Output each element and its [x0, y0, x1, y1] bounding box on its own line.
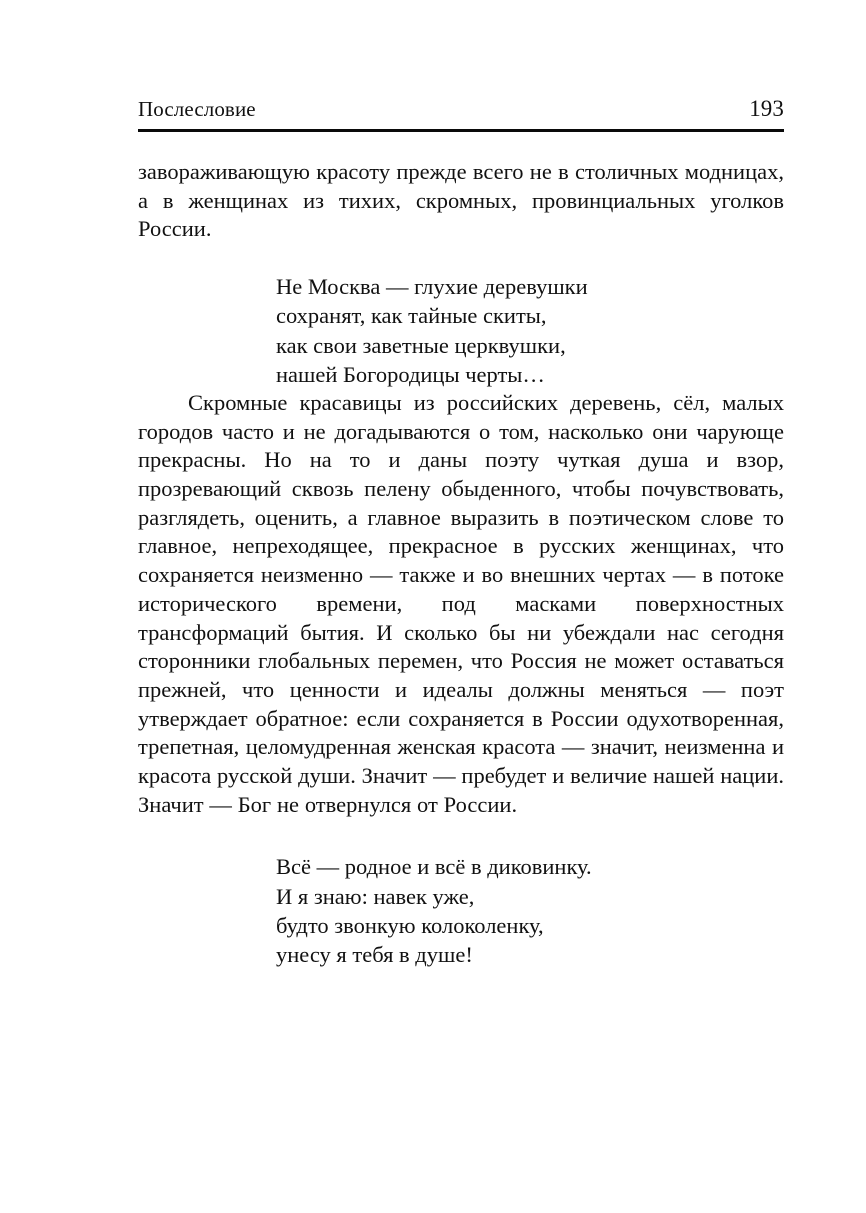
verse-line: сохранят, как тайные скиты,: [276, 303, 547, 329]
verse-line: Не Москва — глухие деревушки: [276, 274, 588, 300]
header-rule: [138, 129, 784, 132]
verse-line: унесу я тебя в душе!: [276, 942, 473, 968]
paragraph-continued: завораживающую красоту прежде всего не в столичных модницах, а в женщинах из тихих, скромных, провинциальных уголков России.: [138, 159, 784, 242]
body-text: [138, 158, 784, 969]
verse-line: Всё — родное и всё в диковинку.: [276, 854, 592, 880]
verse-block-two: [138, 852, 784, 969]
running-head: [138, 96, 784, 122]
page-content: [138, 96, 784, 969]
paragraph-main: Скромные красавицы из российских деревень, сёл, малых городов часто и не догадываются о том, насколько они чарующе прекрасны. Но на то и даны поэту чуткая душа и взор, прозревающий сквозь пелену обыденного, чтобы почувствовать, разглядеть, оценить, а главное выразить в поэтическом слове то главное, непреходящее, прекрасное в русских женщинах, что сохраняется неизменно — также и во внешних чертах — в потоке исторического времени, под масками поверхностных трансформаций бытия. И сколько бы ни убеждали нас сегодня сторонники глобальных перемен, что Россия не может оставаться прежней, что ценности и идеалы должны меняться — поэт утверждает обратное: если сохраняется в России одухотворенная, трепетная, целомудренная женская красота — значит, неизменна и красота русской души. Значит — пребудет и величие нашей нации. Значит — Бог не отвернулся от России.: [138, 389, 784, 817]
verse-line: будто звонкую колоколенку,: [276, 912, 544, 938]
verse-line: нашей Богородицы черты…: [276, 361, 545, 387]
verse-line: И я знаю: навек уже,: [276, 883, 475, 909]
verse-block-one: [138, 272, 784, 389]
page-number: 193: [749, 96, 784, 121]
running-head-title: Послесловие: [138, 97, 256, 121]
verse-line: как свои заветные церквушки,: [276, 332, 566, 358]
